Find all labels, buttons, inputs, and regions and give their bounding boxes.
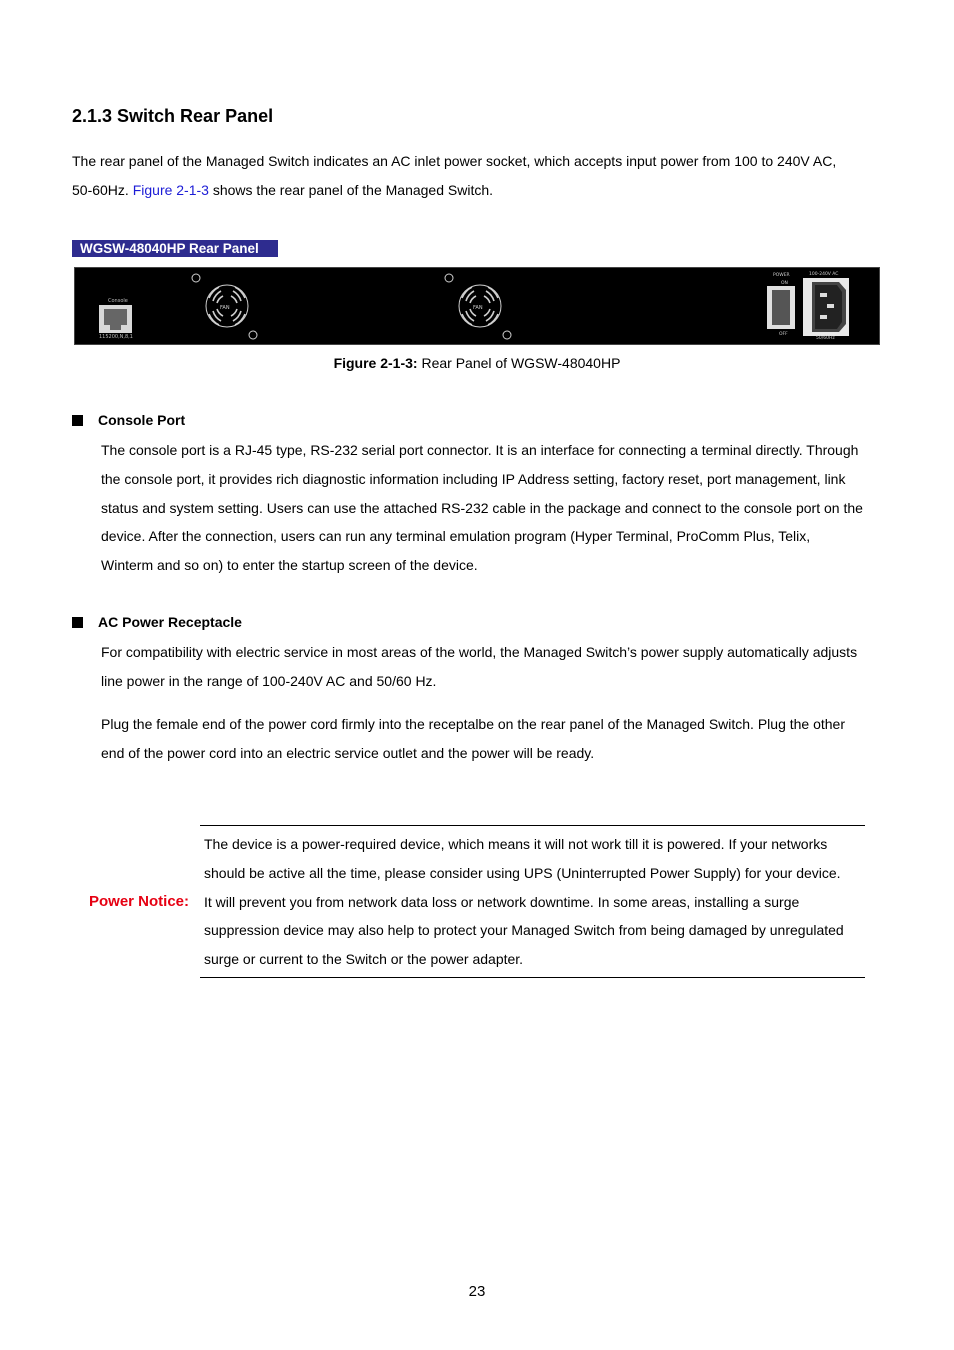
ac-power-paragraph-1 [101,638,901,696]
ac-frequency-label: 50/60Hz [816,336,835,341]
notice-line-5: surge or current to the Switch or the power adapter. [204,951,524,968]
power-on-label: ON [781,281,788,286]
intro-line-2 [72,176,892,205]
console-line-3: status and system setting. Users can use the attached RS-232 cable in the package and connect to the console port on the [101,499,863,516]
console-line-1: The console port is a RJ-45 type, RS-232 serial port connector. It is an interface for connecting a terminal directly. Through [101,442,859,458]
console-line-5: Winterm and so on) to enter the startup screen of the device. [101,557,478,574]
console-label: Console [108,298,128,304]
intro-text-post: shows the rear panel of the Managed Switch. [208,181,494,198]
console-port-heading [72,412,185,428]
ac-power-heading-text: AC Power Receptacle [98,614,242,630]
figure-reference-link[interactable]: Figure 2-1-3 [132,181,209,198]
intro-text-pre: 50-60Hz. [72,181,133,198]
notice-line-2: should be active all the time, please consider using UPS (Uninterrupted Power Supply) for your device. [204,864,841,881]
console-line-2: the console port, it provides rich diagnostic information including IP Address setting, factory reset, port management, link [101,470,846,487]
power-off-label: OFF [779,332,788,337]
console-baud-label: 115200,N,8,1 [99,334,133,340]
ac-power-paragraph-2 [101,710,901,768]
intro-paragraph [72,147,892,205]
notice-line-1: The device is a power-required device, which means it will not work till it is powered. If your networks [204,836,828,852]
figure-caption-text: Rear Panel of WGSW-48040HP [417,355,621,371]
ac-line-4: end of the power cord into an electric service outlet and the power will be ready. [101,744,595,761]
power-notice-label: Power Notice: [89,893,190,910]
page-number: 23 [468,1283,486,1300]
ac-line-1: For compatibility with electric service in most areas of the world, the Managed Switch’s power supply automatically adjusts [101,644,858,660]
power-label: POWER [773,273,790,278]
console-line-4: device. After the connection, users can run any terminal emulation program (Hyper Terminal, ProComm Plus, Telix, [101,528,811,545]
figure-caption [0,355,954,371]
rear-panel-illustration [75,268,879,344]
section-title: 2.1.3 Switch Rear Panel [72,106,274,126]
fan-1-label: FAN [220,305,230,311]
ac-line-2: line power in the range of 100-240V AC and 50/60 Hz. [101,672,437,689]
console-port-paragraph [101,436,901,580]
console-port-heading-text: Console Port [98,412,186,428]
fan-2-label: FAN [473,305,483,311]
figure-caption-bold: Figure 2-1-3: [333,355,418,371]
rear-panel-image [74,267,880,345]
bullet-square-icon [72,617,83,628]
notice-line-4: suppression device may also help to protect your Managed Switch from being damaged by unregulated [204,922,844,939]
notice-line-3: It will prevent you from network data loss or network downtime. In some areas, installing a surge [204,893,800,910]
bullet-square-icon [72,415,83,426]
power-notice-text [204,830,884,974]
figure-label-bar: WGSW-48040HP Rear Panel [72,240,278,257]
ac-power-heading [72,614,242,630]
intro-line-1: The rear panel of the Managed Switch indicates an AC inlet power socket, which accepts input power from 100 to 240V AC, [72,153,837,169]
ac-line-3: Plug the female end of the power cord firmly into the receptalbe on the rear panel of the Managed Switch. Plug the other [101,716,846,732]
ac-voltage-label: 100-240V AC [809,272,839,277]
